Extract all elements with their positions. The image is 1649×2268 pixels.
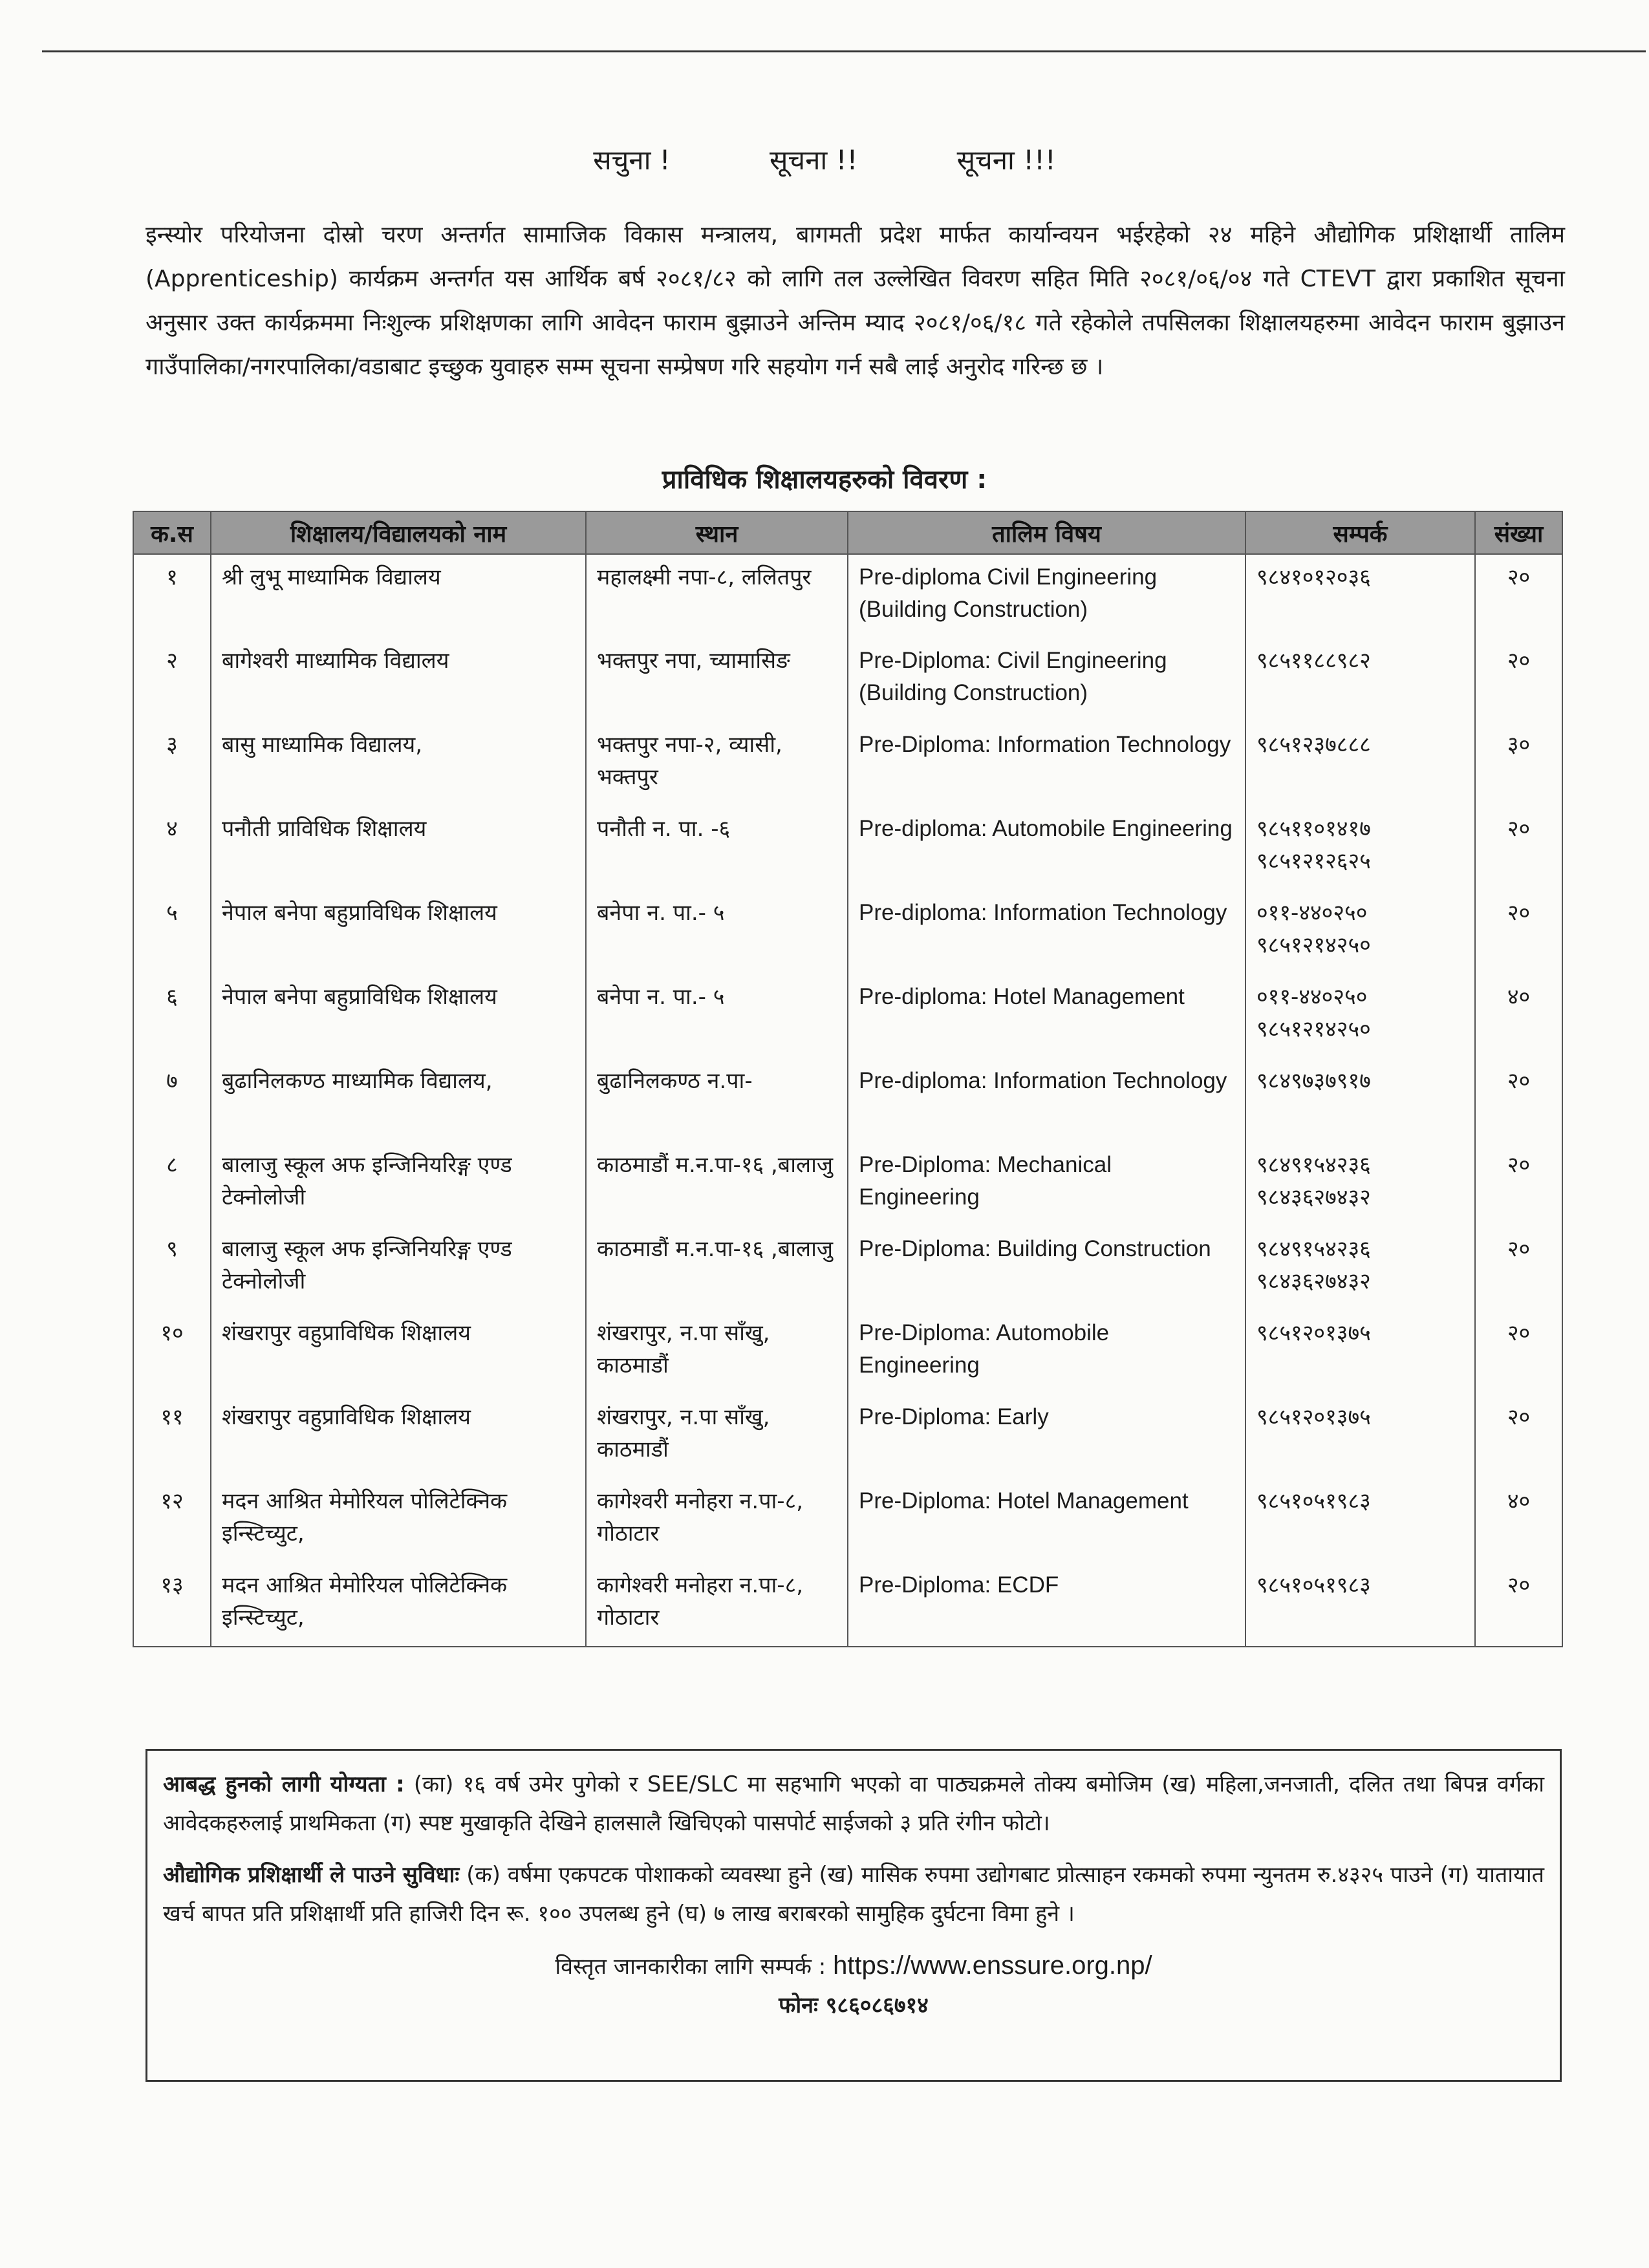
cell-sn: ३ bbox=[133, 722, 211, 806]
cell-subject: Pre-diploma: Hotel Management bbox=[848, 974, 1245, 1058]
cell-school-name: बालाजु स्कूल अफ इन्जिनियरिङ्ग एण्ड टेक्नोलोजी bbox=[211, 1226, 586, 1311]
cell-contact: ९८५१२०१३७५ bbox=[1245, 1311, 1475, 1395]
cell-place: कागेश्वरी मनोहरा न.पा-८, गोठाटार bbox=[586, 1563, 848, 1647]
cell-subject: Pre-Diploma: Early bbox=[848, 1395, 1245, 1479]
table-row bbox=[133, 1142, 1562, 1226]
cell-sn: ५ bbox=[133, 890, 211, 974]
cell-count: २० bbox=[1475, 890, 1562, 974]
header-name: शिक्षालय/विद्यालयको नाम bbox=[211, 511, 586, 554]
cell-school-name: बासु माध्यामिक विद्यालय, bbox=[211, 722, 586, 806]
cell-school-name: बुढानिलकण्ठ माध्यामिक विद्यालय, bbox=[211, 1058, 586, 1142]
cell-count: २० bbox=[1475, 554, 1562, 638]
cell-subject: Pre-diploma: Information Technology bbox=[848, 890, 1245, 974]
header-place: स्थान bbox=[586, 511, 848, 554]
table-row bbox=[133, 722, 1562, 806]
cell-contact: ९८४१०१२०३६ bbox=[1245, 554, 1475, 638]
table-row bbox=[133, 806, 1562, 890]
cell-contact: ९८५११८८९८२ bbox=[1245, 638, 1475, 722]
cell-school-name: बालाजु स्कूल अफ इन्जिनियरिङ्ग एण्ड टेक्नोलोजी bbox=[211, 1142, 586, 1226]
facilities-section bbox=[163, 1856, 1544, 1933]
cell-sn: १ bbox=[133, 554, 211, 638]
table-title: प्राविधिक शिक्षालयहरुको विवरण : bbox=[662, 465, 987, 495]
cell-school-name: शंखरापुर वहुप्राविधिक शिक्षालय bbox=[211, 1311, 586, 1395]
cell-subject: Pre-diploma: Automobile Engineering bbox=[848, 806, 1245, 890]
cell-subject: Pre-Diploma: Building Construction bbox=[848, 1226, 1245, 1311]
table-row bbox=[133, 638, 1562, 722]
notice-heading-3: सूचना !!! bbox=[956, 144, 1056, 176]
cell-place: बुढानिलकण्ठ न.पा- bbox=[586, 1058, 848, 1142]
cell-school-name: मदन आश्रित मेमोरियल पोलिटेक्निक इन्स्टिच्युट, bbox=[211, 1563, 586, 1647]
cell-contact: ९८४९१५४२३६ ९८४३६२७४३२ bbox=[1245, 1142, 1475, 1226]
cell-contact: ९८४९१५४२३६ ९८४३६२७४३२ bbox=[1245, 1226, 1475, 1311]
cell-place: काठमाडौं म.न.पा-१६ ,बालाजु bbox=[586, 1142, 848, 1226]
notice-title bbox=[0, 141, 1649, 178]
cell-place: महालक्ष्मी नपा-८, ललितपुर bbox=[586, 554, 848, 638]
cell-place: कागेश्वरी मनोहरा न.पा-८, गोठाटार bbox=[586, 1479, 848, 1563]
cell-subject: Pre-Diploma: Information Technology bbox=[848, 722, 1245, 806]
cell-subject: Pre-diploma: Information Technology bbox=[848, 1058, 1245, 1142]
cell-sn: ६ bbox=[133, 974, 211, 1058]
cell-count: २० bbox=[1475, 806, 1562, 890]
cell-school-name: नेपाल बनेपा बहुप्राविधिक शिक्षालय bbox=[211, 974, 586, 1058]
cell-sn: १३ bbox=[133, 1563, 211, 1647]
eligibility-label: आबद्ध हुनको लागी योग्यता : bbox=[163, 1771, 405, 1797]
cell-count: २० bbox=[1475, 1058, 1562, 1142]
cell-sn: ११ bbox=[133, 1395, 211, 1479]
cell-school-name: पनौती प्राविधिक शिक्षालय bbox=[211, 806, 586, 890]
cell-sn: ४ bbox=[133, 806, 211, 890]
notice-heading-2: सूचना !! bbox=[770, 144, 858, 176]
cell-place: पनौती न. पा. -६ bbox=[586, 806, 848, 890]
cell-contact: ०११-४४०२५० ९८५१२१४२५० bbox=[1245, 974, 1475, 1058]
eligibility-text: (का) १६ वर्ष उमेर पुगेको र SEE/SLC मा सहभागि भएको वा पाठ्यक्रमले तोक्य बमोजिम (ख) महिला,जनजाती, दलित तथा बिपन्न वर्गका आवेदकहरुलाई प्राथमिकता (ग) स्पष्ट मुखाकृति देखिने हालसालै खिचिएको पासपोर्ट साईजको ३ प्रति रंगीन फोटो। bbox=[163, 1771, 1544, 1836]
info-box bbox=[146, 1749, 1562, 2082]
cell-count: २० bbox=[1475, 1226, 1562, 1311]
cell-contact: ९८५११०१४१७ ९८५१२१२६२५ bbox=[1245, 806, 1475, 890]
header-subject: तालिम विषय bbox=[848, 511, 1245, 554]
cell-contact: ०११-४४०२५० ९८५१२१४२५० bbox=[1245, 890, 1475, 974]
table-row bbox=[133, 1058, 1562, 1142]
cell-sn: २ bbox=[133, 638, 211, 722]
eligibility-section bbox=[163, 1765, 1544, 1843]
cell-count: २० bbox=[1475, 1395, 1562, 1479]
facilities-text: (क) वर्षमा एकपटक पोशाकको व्यवस्था हुने (ख) मासिक रुपमा उद्योगबाट प्रोत्साहन रकमको रुपमा न्युनतम रु.४३२५ पाउने (ग) यातायात खर्च बापत प्रति प्रशिक्षार्थी प्रति हाजिरी दिन रू. १०० उपलब्ध हुने (घ) ७ लाख बराबरको सामुहिक दुर्घटना विमा हुने । bbox=[163, 1862, 1545, 1927]
cell-contact: ९८४९७३७९१७ bbox=[1245, 1058, 1475, 1142]
cell-sn: ७ bbox=[133, 1058, 211, 1142]
cell-contact: ९८५१०५१९८३ bbox=[1245, 1479, 1475, 1563]
contact-line bbox=[163, 1946, 1544, 1986]
cell-school-name: मदन आश्रित मेमोरियल पोलिटेक्निक इन्स्टिच्युट, bbox=[211, 1479, 586, 1563]
cell-contact: ९८५१०५१९८३ bbox=[1245, 1563, 1475, 1647]
cell-subject: Pre-Diploma: Automobile Engineering bbox=[848, 1311, 1245, 1395]
cell-place: शंखरापुर, न.पा साँखु, काठमाडौं bbox=[586, 1395, 848, 1479]
cell-place: शंखरापुर, न.पा साँखु, काठमाडौं bbox=[586, 1311, 848, 1395]
cell-sn: १० bbox=[133, 1311, 211, 1395]
cell-place: बनेपा न. पा.- ५ bbox=[586, 974, 848, 1058]
intro-paragraph: इन्स्योर परियोजना दोस्रो चरण अन्तर्गत सामाजिक विकास मन्त्रालय, बागमती प्रदेश मार्फत कार्यान्वयन भईरहेको २४ महिने औद्योगिक प्रशिक्षार्थी तालिम (Apprenticeship) कार्यक्रम अन्तर्गत यस आर्थिक बर्ष २०८१/८२ को लागि तल उल्लेखित विवरण सहित मिति २०८१/०६/०४ गते CTEVT द्वारा प्रकाशित सूचना अनुसार उक्त कार्यक्रममा निःशुल्क प्रशिक्षणका लागि आवेदन फाराम बुझाउने अन्तिम म्याद २०८१/०६/१८ गते रहेकोले तपसिलका शिक्षालयहरुमा आवेदन फाराम बुझाउन गाउँपालिका/नगरपालिका/वडाबाट इच्छुक युवाहरु सम्म सूचना सम्प्रेषण गरि सहयोग गर्न सबै लाई अनुरोद गरिन्छ छ । bbox=[146, 222, 1565, 380]
cell-place: भक्तपुर नपा-२, व्यासी, भक्तपुर bbox=[586, 722, 848, 806]
header-sn: क.स bbox=[133, 511, 211, 554]
cell-count: २० bbox=[1475, 1142, 1562, 1226]
table-body bbox=[133, 554, 1562, 1647]
schools-table bbox=[133, 511, 1563, 1647]
cell-subject: Pre-Diploma: ECDF bbox=[848, 1563, 1245, 1647]
cell-subject: Pre-Diploma: Mechanical Engineering bbox=[848, 1142, 1245, 1226]
cell-school-name: बागेश्वरी माध्यामिक विद्यालय bbox=[211, 638, 586, 722]
cell-count: ४० bbox=[1475, 1479, 1562, 1563]
cell-count: २० bbox=[1475, 638, 1562, 722]
table-row bbox=[133, 1226, 1562, 1311]
table-row bbox=[133, 1395, 1562, 1479]
cell-school-name: शंखरापुर वहुप्राविधिक शिक्षालय bbox=[211, 1395, 586, 1479]
cell-subject: Pre-Diploma: Civil Engineering (Building Construction) bbox=[848, 638, 1245, 722]
facilities-label: औद्योगिक प्रशिक्षार्थी ले पाउने सुविधाः bbox=[163, 1862, 460, 1888]
table-row bbox=[133, 1479, 1562, 1563]
cell-count: २० bbox=[1475, 1563, 1562, 1647]
cell-sn: १२ bbox=[133, 1479, 211, 1563]
cell-contact: ९८५१२०१३७५ bbox=[1245, 1395, 1475, 1479]
header-contact: सम्पर्क bbox=[1245, 511, 1475, 554]
table-row bbox=[133, 1563, 1562, 1647]
cell-count: ४० bbox=[1475, 974, 1562, 1058]
cell-school-name: नेपाल बनेपा बहुप्राविधिक शिक्षालय bbox=[211, 890, 586, 974]
cell-contact: ९८५१२३७८८८ bbox=[1245, 722, 1475, 806]
cell-subject: Pre-Diploma: Hotel Management bbox=[848, 1479, 1245, 1563]
contact-label: विस्तृत जानकारीका लागि सम्पर्क : bbox=[555, 1954, 826, 1980]
cell-subject: Pre-diploma Civil Engineering (Building Construction) bbox=[848, 554, 1245, 638]
cell-count: २० bbox=[1475, 1311, 1562, 1395]
cell-school-name: श्री लुभू माध्यामिक विद्यालय bbox=[211, 554, 586, 638]
table-header-row bbox=[133, 511, 1562, 554]
contact-phone: फोनः ९८६०८६७१४ bbox=[779, 1993, 929, 2018]
cell-place: काठमाडौं म.न.पा-१६ ,बालाजु bbox=[586, 1226, 848, 1311]
top-rule bbox=[42, 50, 1646, 52]
cell-place: बनेपा न. पा.- ५ bbox=[586, 890, 848, 974]
table-row bbox=[133, 1311, 1562, 1395]
table-row bbox=[133, 554, 1562, 638]
cell-sn: ८ bbox=[133, 1142, 211, 1226]
website-link[interactable]: https://www.enssure.org.np/ bbox=[833, 1951, 1152, 1980]
cell-sn: ९ bbox=[133, 1226, 211, 1311]
cell-place: भक्तपुर नपा, च्यामासिङ bbox=[586, 638, 848, 722]
cell-count: ३० bbox=[1475, 722, 1562, 806]
header-count: संख्या bbox=[1475, 511, 1562, 554]
table-row bbox=[133, 890, 1562, 974]
table-row bbox=[133, 974, 1562, 1058]
notice-heading-1: सचुना ! bbox=[593, 144, 671, 176]
